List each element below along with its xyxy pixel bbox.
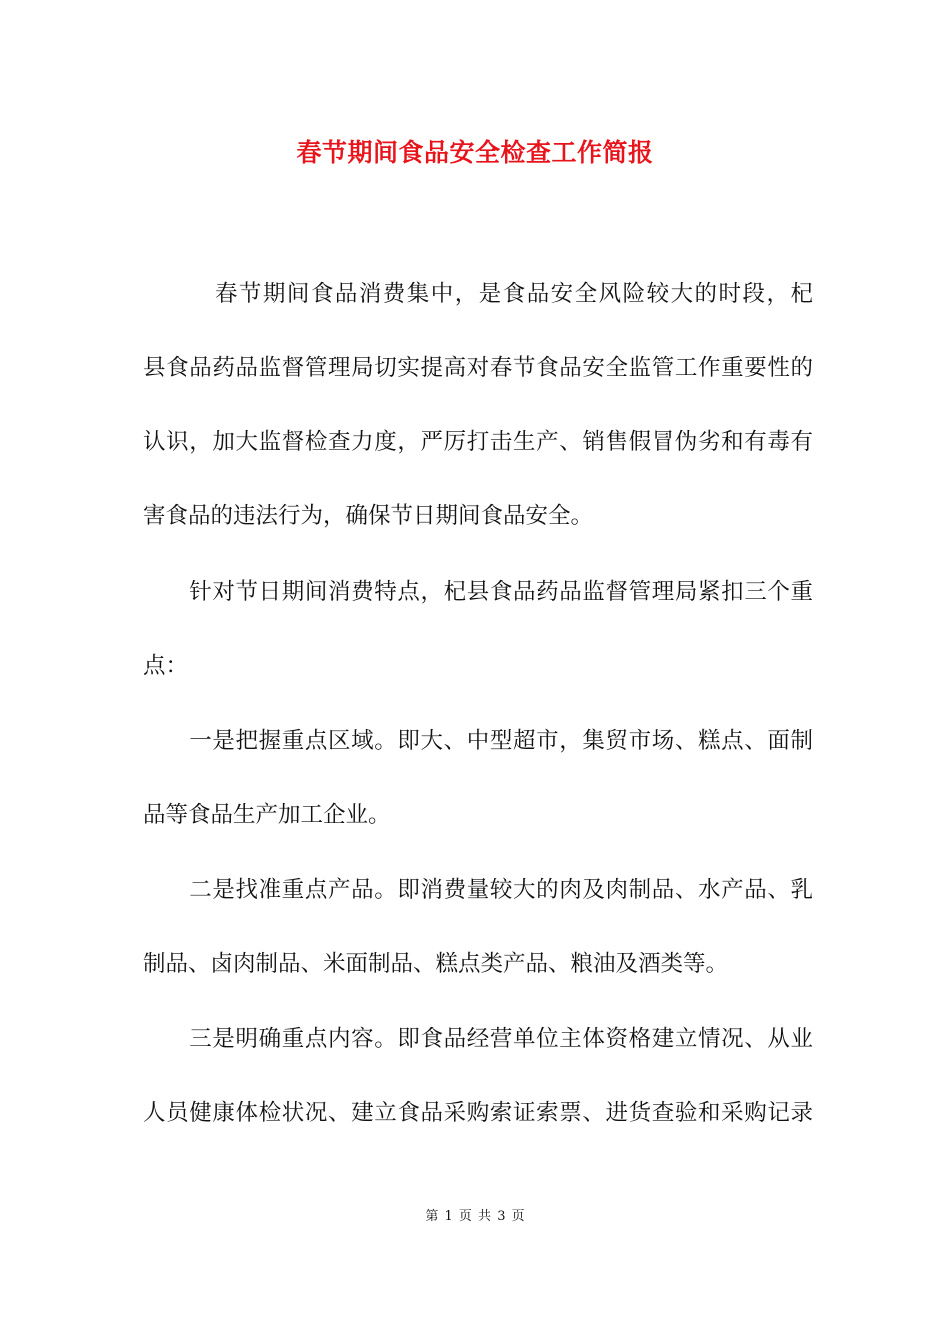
paragraph-line: 县食品药品监督管理局切实提高对春节食品安全监管工作重要性的	[143, 355, 813, 381]
paragraph-line: 一是把握重点区域。即大、中型超市，集贸市场、糕点、面制	[143, 728, 813, 754]
paragraph-line: 制品、卤肉制品、米面制品、糕点类产品、粮油及酒类等。	[143, 951, 729, 977]
paragraph-line: 二是找准重点产品。即消费量较大的肉及肉制品、水产品、乳	[143, 877, 813, 903]
paragraph-line: 针对节日期间消费特点，杞县食品药品监督管理局紧扣三个重	[143, 579, 813, 605]
paragraph-line: 品等食品生产加工企业。	[143, 802, 391, 828]
document-title: 春节期间食品安全检查工作简报	[296, 138, 654, 167]
paragraph-line: 害食品的违法行为，确保节日期间食品安全。	[143, 503, 594, 529]
paragraph-line: 点：	[143, 653, 189, 679]
paragraph-line: 三是明确重点内容。即食品经营单位主体资格建立情况、从业	[143, 1026, 813, 1052]
paragraph-line: 人员健康体检状况、建立食品采购索证索票、进货查验和采购记录	[143, 1100, 813, 1126]
paragraph-line: 春节期间食品消费集中，是食品安全风险较大的时段，杞	[143, 281, 813, 307]
paragraph-line: 认识，加大监督检查力度，严厉打击生产、销售假冒伪劣和有毒有	[143, 429, 813, 455]
page-number-footer: 第 1 页 共 3 页	[425, 1209, 525, 1224]
